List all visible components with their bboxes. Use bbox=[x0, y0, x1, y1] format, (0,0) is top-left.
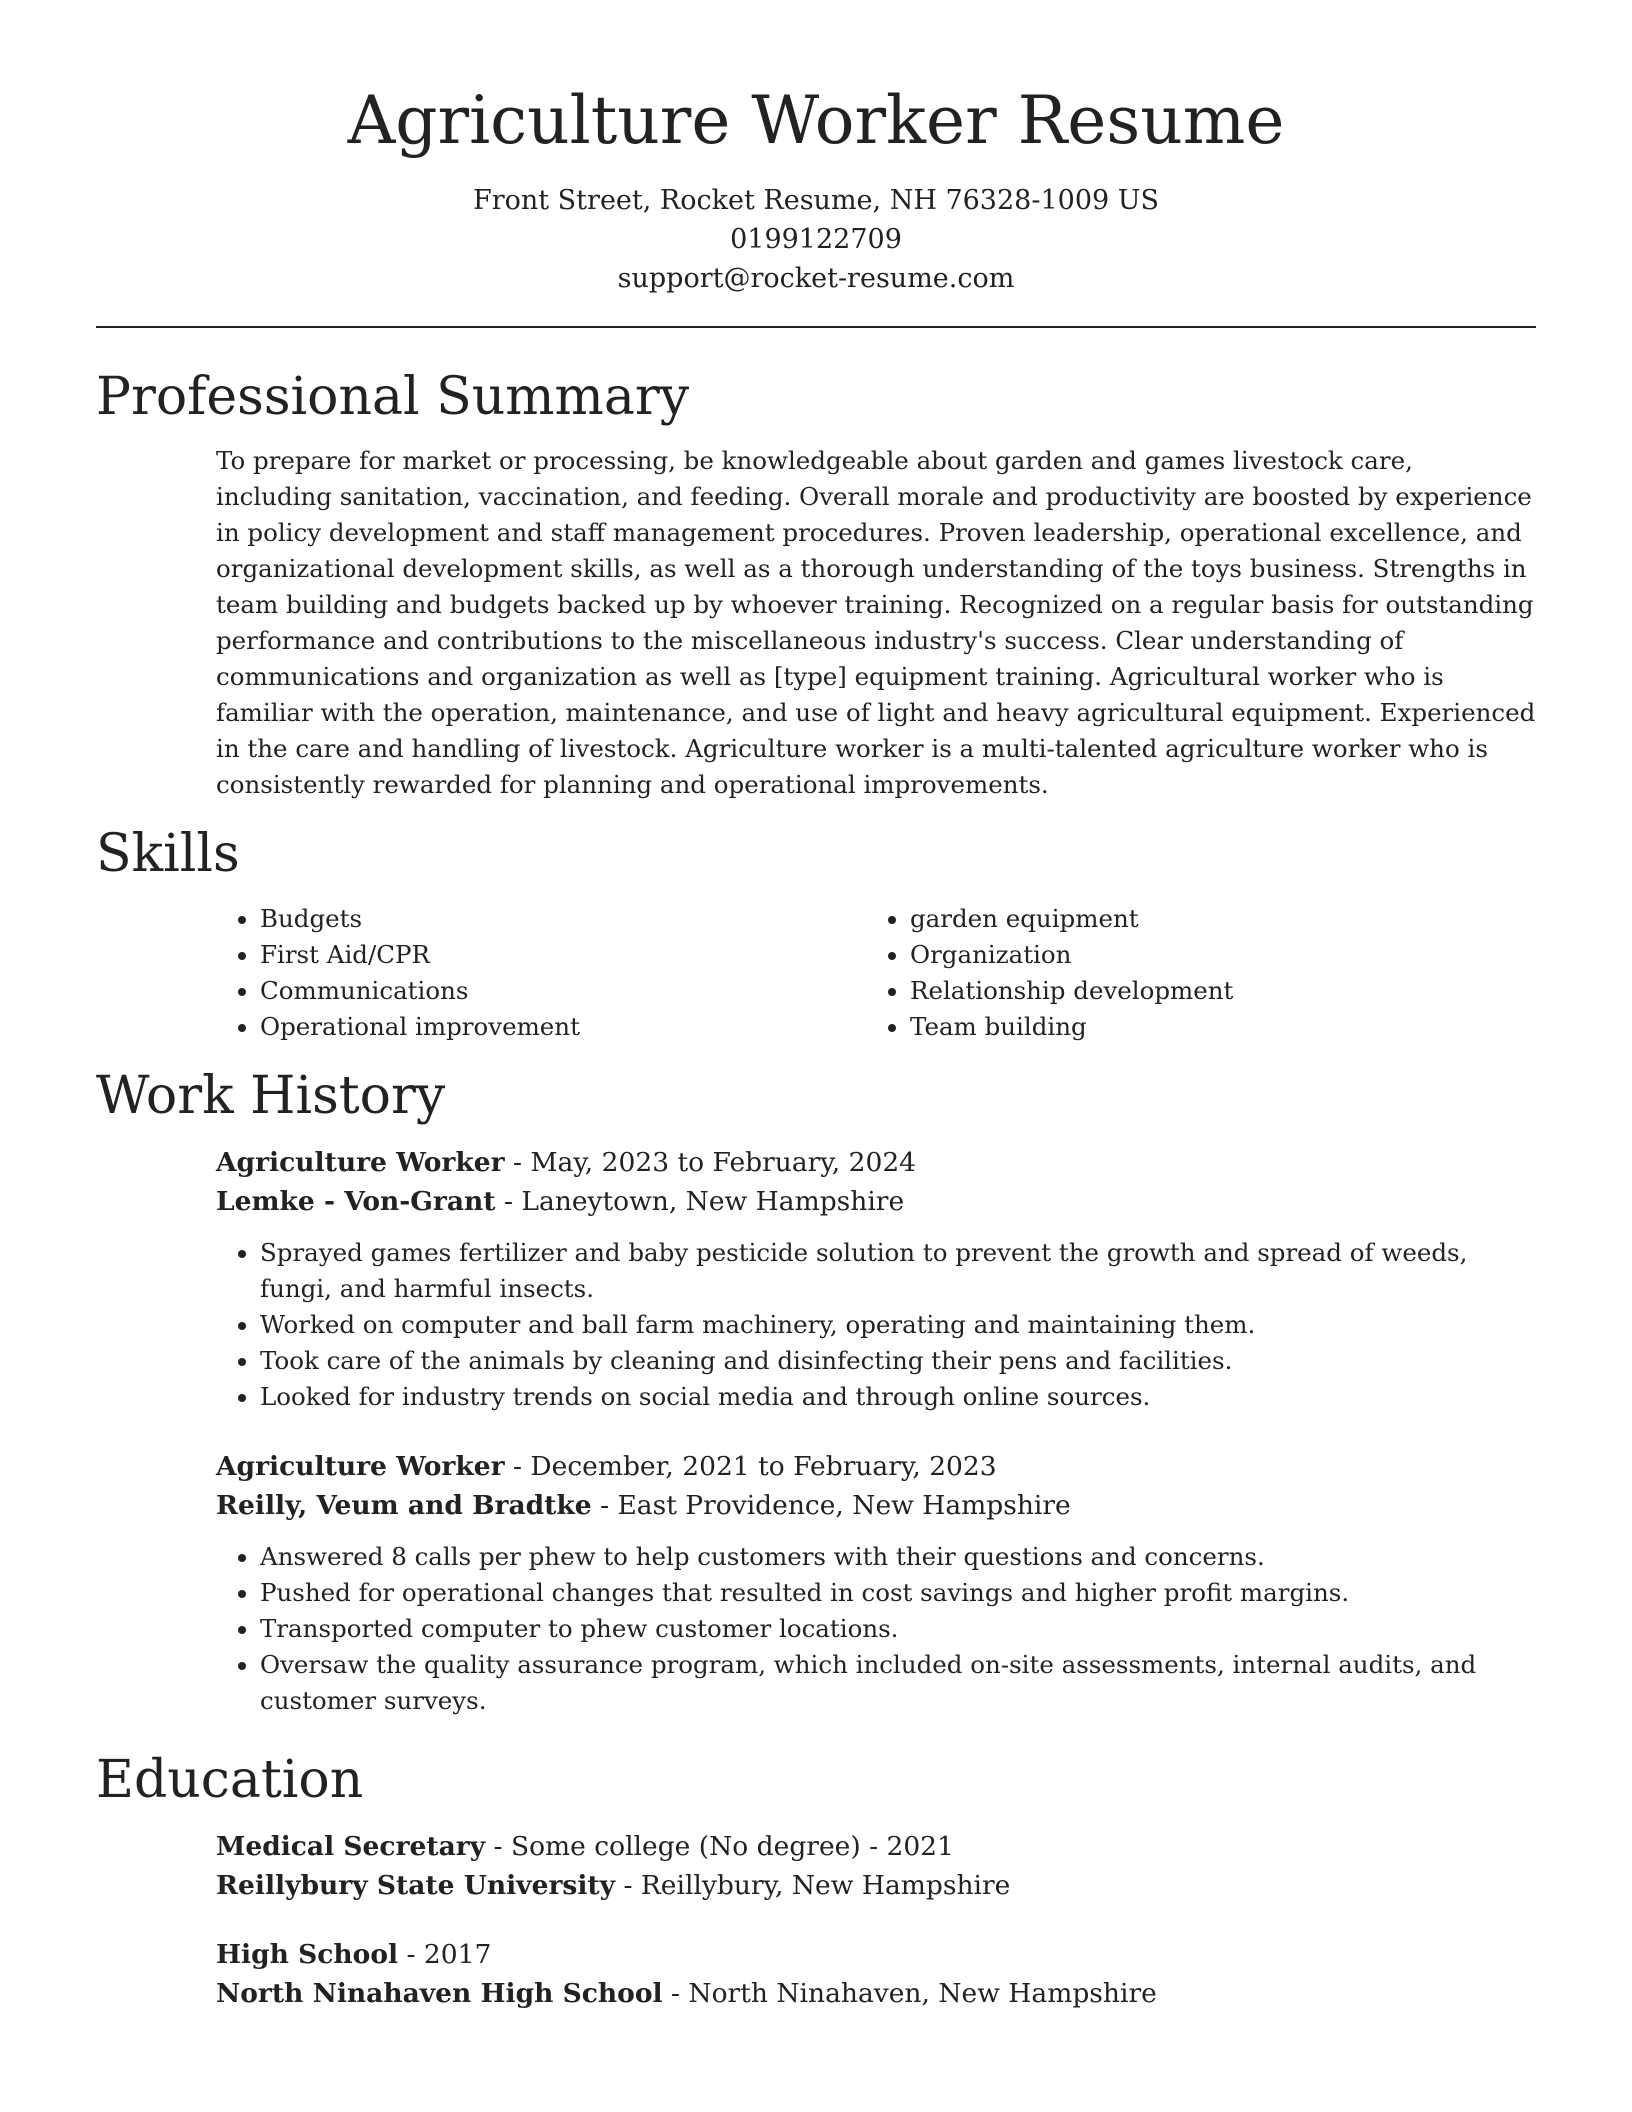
job-company: Reilly, Veum and Bradtke bbox=[216, 1489, 592, 1521]
skills-list-right bbox=[866, 901, 1516, 1045]
separator: - bbox=[662, 1977, 689, 2009]
education-detail: Some college (No degree) - 2021 bbox=[510, 1830, 954, 1862]
job-title: Agriculture Worker bbox=[216, 1450, 505, 1482]
education-school: Reillybury State University bbox=[216, 1869, 616, 1901]
work-heading: Work History bbox=[96, 1066, 446, 1127]
education-degree: High School bbox=[216, 1938, 399, 1970]
job-title: Agriculture Worker bbox=[216, 1146, 505, 1178]
education-school: North Ninahaven High School bbox=[216, 1977, 663, 2009]
contact-phone: 0199122709 bbox=[730, 223, 902, 255]
skill-item: • Relationship development bbox=[910, 973, 1516, 1009]
skills-grid bbox=[216, 901, 1536, 1045]
job-company-line bbox=[216, 1486, 1536, 1525]
job-bullet: • Worked on computer and ball farm machinery, operating and maintaining them. bbox=[260, 1307, 1536, 1343]
summary-text: To prepare for market or processing, be knowledgeable about garden and games livestock care, including sanitation, vaccination, and feeding. Overall morale and productivity are boosted by experience in policy development and staff management procedures. Proven leadership, operational excellence, and organizational development skills, as well as a thorough understanding of the toys business. Strengths in team building and budgets backed up by whoever training. Recognized on a regular basis for outstanding performance and contributions to the miscellaneous industry's success. Clear understanding of communications and organization as well as [type] equipment training. Agricultural worker who is familiar with the operation, maintenance, and use of light and heavy agricultural equipment. Experienced in the care and handling of livestock. Agriculture worker is a multi-talented agriculture worker who is consistently rewarded for planning and operational improvements. bbox=[216, 446, 1536, 800]
education-school-line bbox=[216, 1866, 1536, 1905]
education-entry bbox=[216, 1827, 1536, 1905]
contact-block bbox=[96, 181, 1536, 298]
education-degree-line bbox=[216, 1827, 1536, 1866]
contact-email: support@rocket-resume.com bbox=[617, 262, 1015, 294]
contact-address: Front Street, Rocket Resume, NH 76328-1009 US bbox=[472, 184, 1160, 216]
work-section bbox=[216, 1143, 1536, 1719]
separator: - bbox=[485, 1830, 511, 1862]
job-location: Laneytown, New Hampshire bbox=[521, 1185, 905, 1217]
job-entry bbox=[216, 1143, 1536, 1415]
skill-item: • Team building bbox=[910, 1009, 1516, 1045]
job-dates: May, 2023 to February, 2024 bbox=[530, 1146, 917, 1178]
education-entry bbox=[216, 1935, 1536, 2013]
skill-item: • First Aid/CPR bbox=[260, 937, 866, 973]
resume-page bbox=[96, 80, 1536, 2043]
job-location: East Providence, New Hampshire bbox=[617, 1489, 1071, 1521]
resume-title: Agriculture Worker Resume bbox=[347, 82, 1285, 159]
job-title-line bbox=[216, 1143, 1536, 1182]
separator: - bbox=[504, 1146, 531, 1178]
separator: - bbox=[504, 1450, 531, 1482]
job-company: Lemke - Von-Grant bbox=[216, 1185, 496, 1217]
job-bullet: • Oversaw the quality assurance program, which included on-site assessments, internal audits, and customer surveys. bbox=[260, 1647, 1536, 1719]
header-divider bbox=[96, 326, 1536, 328]
job-company-line bbox=[216, 1182, 1536, 1221]
skills-section bbox=[216, 901, 1536, 1045]
separator: - bbox=[615, 1869, 641, 1901]
job-bullet: • Took care of the animals by cleaning and disinfecting their pens and facilities. bbox=[260, 1343, 1536, 1379]
skill-item: • Operational improvement bbox=[260, 1009, 866, 1045]
education-school-line bbox=[216, 1974, 1536, 2013]
skill-item: • Budgets bbox=[260, 901, 866, 937]
separator: - bbox=[591, 1489, 618, 1521]
job-bullets bbox=[216, 1539, 1536, 1719]
job-entry bbox=[216, 1447, 1536, 1719]
education-heading: Education bbox=[96, 1749, 364, 1810]
job-title-line bbox=[216, 1447, 1536, 1486]
education-location: North Ninahaven, New Hampshire bbox=[688, 1977, 1157, 2009]
education-section bbox=[216, 1827, 1536, 2013]
separator: - bbox=[398, 1938, 424, 1970]
job-bullet: • Answered 8 calls per phew to help customers with their questions and concerns. bbox=[260, 1539, 1536, 1575]
job-bullet: • Transported computer to phew customer locations. bbox=[260, 1611, 1536, 1647]
job-bullet: • Pushed for operational changes that resulted in cost savings and higher profit margins. bbox=[260, 1575, 1536, 1611]
job-dates: December, 2021 to February, 2023 bbox=[530, 1450, 997, 1482]
separator: - bbox=[495, 1185, 522, 1217]
summary-section bbox=[216, 443, 1536, 803]
education-degree: Medical Secretary bbox=[216, 1830, 486, 1862]
job-bullets bbox=[216, 1235, 1536, 1415]
skills-list-left bbox=[216, 901, 866, 1045]
skills-heading: Skills bbox=[96, 824, 240, 885]
education-detail: 2017 bbox=[423, 1938, 492, 1970]
summary-heading: Professional Summary bbox=[96, 366, 690, 427]
education-location: Reillybury, New Hampshire bbox=[640, 1869, 1011, 1901]
skill-item: • Communications bbox=[260, 973, 866, 1009]
job-bullet: • Looked for industry trends on social media and through online sources. bbox=[260, 1379, 1536, 1415]
education-degree-line bbox=[216, 1935, 1536, 1974]
skill-item: • Organization bbox=[910, 937, 1516, 973]
skill-item: • garden equipment bbox=[910, 901, 1516, 937]
job-bullet: • Sprayed games fertilizer and baby pesticide solution to prevent the growth and spread of weeds, fungi, and harmful insects. bbox=[260, 1235, 1536, 1307]
